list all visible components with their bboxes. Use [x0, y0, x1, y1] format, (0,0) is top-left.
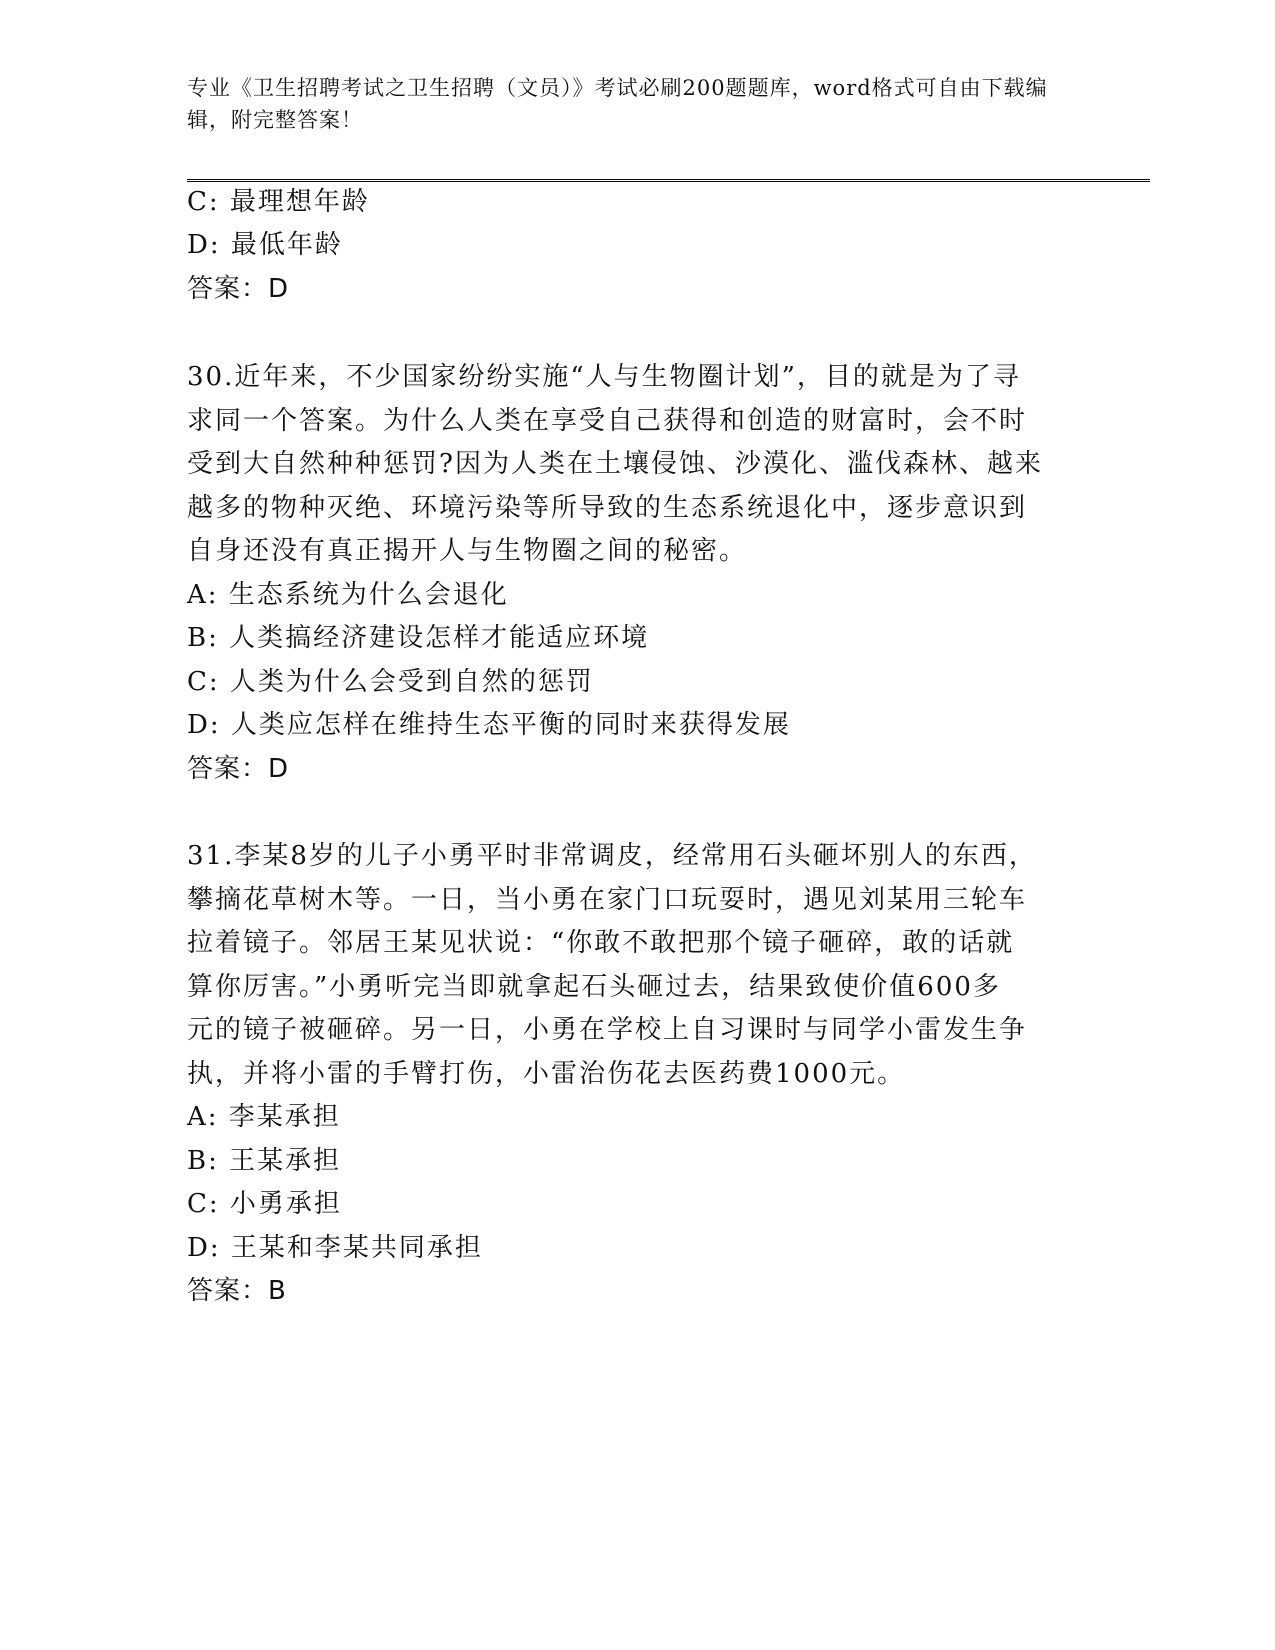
- page-header-title: 专业《卫生招聘考试之卫生招聘（文员）》考试必刷200题题库，word格式可自由下载编辑，附完整答案！: [187, 76, 1048, 132]
- q31-option-c: C: 小勇承担: [187, 1189, 342, 1219]
- q31-text-line: 攀摘花草树木等。一日，当小勇在家门口玩耍时，遇见刘某用三轮车: [187, 885, 1028, 915]
- q31-option-a: A: 李某承担: [187, 1102, 341, 1132]
- q31-text-line: 元的镜子被砸碎。另一日，小勇在学校上自习课时与同学小雷发生争: [187, 1015, 1028, 1045]
- q31-text-line: 拉着镜子。邻居王某见状说：“你敢不敢把那个镜子砸碎，敢的话就: [187, 928, 1015, 958]
- header-divider: [187, 179, 1150, 182]
- q30-option-d: D: 人类应怎样在维持生态平衡的同时来获得发展: [187, 710, 791, 740]
- q31-option-d: D: 王某和李某共同承担: [187, 1233, 483, 1263]
- q31-text-line: 31.李某8岁的儿子小勇平时非常调皮，经常用石头砸坏别人的东西，: [187, 841, 1037, 871]
- q31-text-line: 执，并将小雷的手臂打伤，小雷治伤花去医药费1000元。: [187, 1059, 906, 1089]
- q29-answer: 答案：D: [187, 274, 290, 304]
- q30-text-line: 30.近年来，不少国家纷纷实施“人与生物圈计划”，目的就是为了寻: [187, 362, 1021, 392]
- q31-answer: 答案：B: [187, 1276, 287, 1306]
- q30-text-line: 自身还没有真正揭开人与生物圈之间的秘密。: [187, 536, 748, 566]
- q29-option-c: C: 最理想年龄: [187, 187, 370, 217]
- q31-option-b: B: 王某承担: [187, 1146, 342, 1176]
- q30-text-line: 求同一个答案。为什么人类在享受自己获得和创造的财富时，会不时: [187, 406, 1028, 436]
- q30-answer: 答案：D: [187, 754, 290, 784]
- q30-option-b: B: 人类搞经济建设怎样才能适应环境: [187, 623, 650, 653]
- q30-text-line: 受到大自然种种惩罚?因为人类在土壤侵蚀、沙漠化、滥伐森林、越来: [187, 449, 1043, 479]
- q30-text-line: 越多的物种灭绝、环境污染等所导致的生态系统退化中，逐步意识到: [187, 493, 1028, 523]
- q31-text-line: 算你厉害。”小勇听完当即就拿起石头砸过去，结果致使价值600多: [187, 972, 1001, 1002]
- q30-option-c: C: 人类为什么会受到自然的惩罚: [187, 667, 594, 697]
- q29-option-d: D: 最低年龄: [187, 230, 343, 260]
- q30-option-a: A: 生态系统为什么会退化: [187, 580, 509, 610]
